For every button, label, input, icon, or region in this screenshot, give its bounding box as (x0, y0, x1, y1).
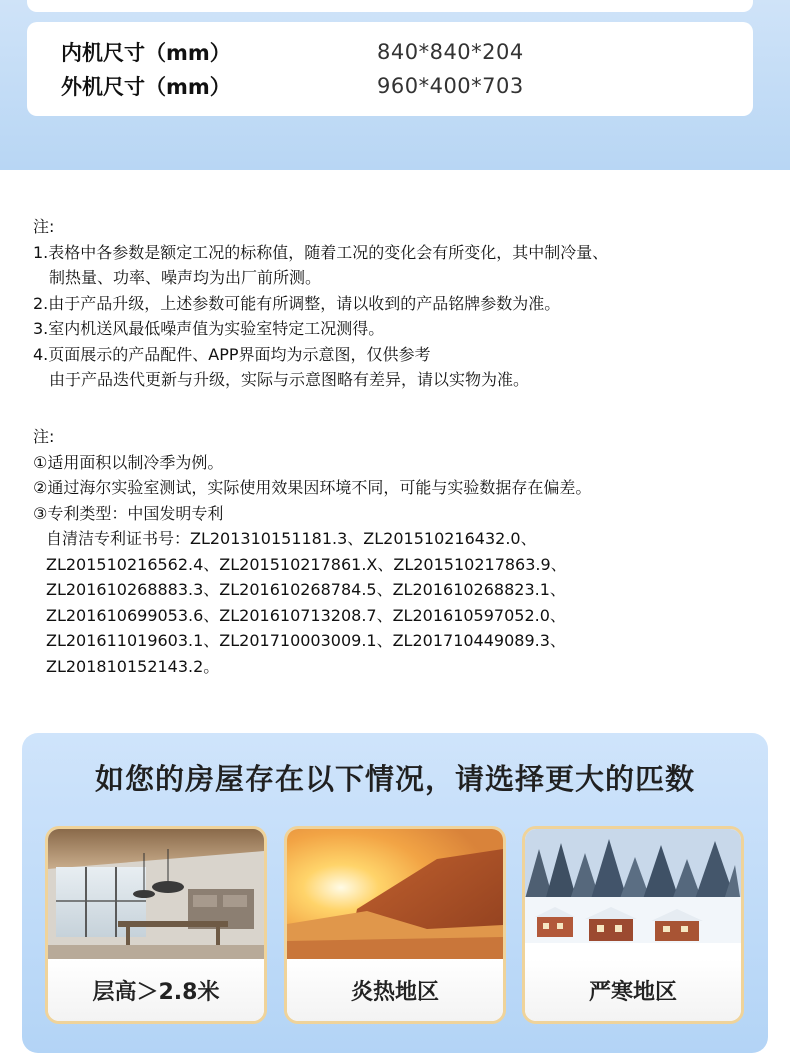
option-cold-region (522, 826, 744, 1024)
option-high-ceiling (45, 826, 267, 1024)
spec-value: 840*840*204 (377, 40, 524, 64)
note-line: 1.表格中各参数是额定工况的标称值，随着工况的变化会有所变化，其中制冷量、 (33, 242, 609, 262)
notes-heading: 注: (33, 217, 55, 236)
option-hot-region (284, 826, 506, 1024)
spec-card (27, 22, 753, 116)
spec-row (61, 70, 524, 102)
patent-line: ZL201510216562.4、ZL201510217861.X、ZL201510217863.9、 (46, 554, 567, 574)
spec-row (61, 36, 524, 68)
option-label: 层高＞2.8米 (48, 959, 264, 1021)
patent-line: ZL201810152143.2。 (46, 656, 220, 676)
spec-label: 外机尺寸（mm） (61, 75, 231, 99)
note-line: ①适用面积以制冷季为例。 (33, 452, 224, 472)
spec-label: 内机尺寸（mm） (61, 41, 231, 65)
house-title: 如您的房屋存在以下情况，请选择更大的匹数 (94, 762, 695, 796)
patent-line: ZL201610699053.6、ZL201610713208.7、ZL201610597052.0、 (46, 605, 566, 625)
patent-line: ZL201611019603.1、ZL201710003009.1、ZL201710449089.3、 (46, 631, 566, 650)
note-line: 4.页面展示的产品配件、APP界面均为示意图，仅供参考 (33, 344, 431, 364)
note-line: 制热量、功率、噪声均为出厂前所测。 (49, 268, 322, 287)
spec-card-previous (27, 0, 753, 12)
snowy-village-image (525, 829, 741, 959)
spec-value: 960*400*703 (377, 74, 524, 98)
loft-interior-image (48, 829, 264, 959)
note-line: ②通过海尔实验室测试，实际使用效果因环境不同，可能与实验数据存在偏差。 (33, 478, 592, 497)
patent-line: 自清洁专利证书号：ZL201310151181.3、ZL201510216432.0、 (46, 529, 537, 548)
spec-section (0, 0, 790, 170)
note-line: ③专利类型：中国发明专利 (33, 503, 224, 523)
notes-patents (33, 424, 773, 679)
note-line: 由于产品迭代更新与升级，实际与示意图略有差异，请以实物为准。 (49, 370, 530, 389)
house-conditions-card (22, 733, 768, 1053)
patent-line: ZL201610268883.3、ZL201610268784.5、ZL201610268823.1、 (46, 580, 566, 599)
notes-parameters (33, 214, 773, 393)
note-line: 2.由于产品升级，上述参数可能有所调整，请以收到的产品铭牌参数为准。 (33, 293, 561, 313)
note-line: 3.室内机送风最低噪声值为实验室特定工况测得。 (33, 319, 385, 338)
notes-heading: 注: (33, 427, 55, 446)
option-label: 炎热地区 (287, 959, 503, 1021)
desert-sun-image (287, 829, 503, 959)
option-label: 严寒地区 (525, 959, 741, 1021)
